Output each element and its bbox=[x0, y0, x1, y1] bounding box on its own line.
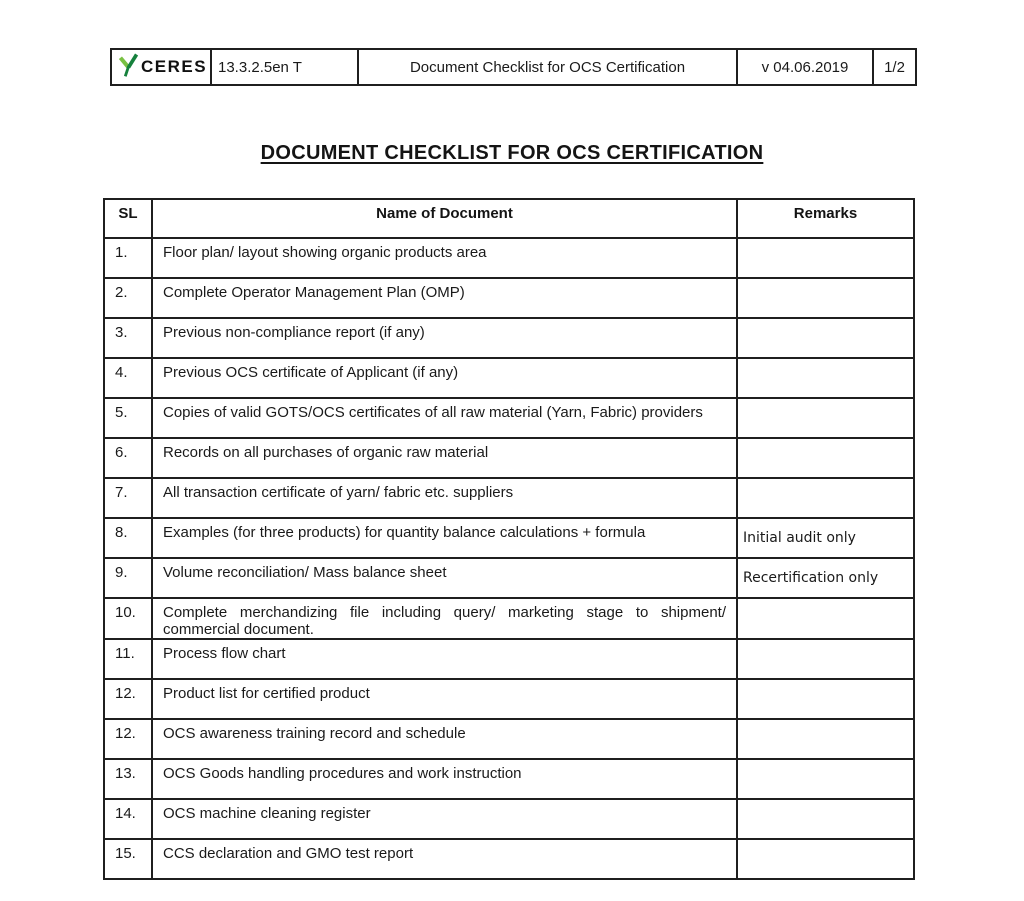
row-name: OCS Goods handling procedures and work instruction bbox=[152, 759, 737, 799]
table-row bbox=[104, 839, 914, 879]
row-sl: 8. bbox=[104, 518, 152, 558]
row-sl: 3. bbox=[104, 318, 152, 358]
row-sl: 1. bbox=[104, 238, 152, 278]
row-remarks: Recertification only bbox=[737, 558, 914, 598]
table-row bbox=[104, 238, 914, 278]
row-name: OCS awareness training record and schedule bbox=[152, 719, 737, 759]
row-name: OCS machine cleaning register bbox=[152, 799, 737, 839]
row-remarks bbox=[737, 358, 914, 398]
row-remarks bbox=[737, 719, 914, 759]
row-remarks bbox=[737, 799, 914, 839]
table-row bbox=[104, 478, 914, 518]
row-name: Complete merchandizing file including query/ marketing stage to shipment/ commercial document. bbox=[152, 598, 737, 639]
col-header-remarks: Remarks bbox=[737, 199, 914, 238]
row-remarks bbox=[737, 759, 914, 799]
table-row bbox=[104, 799, 914, 839]
doc-code-cell: 13.3.2.5en T bbox=[211, 49, 358, 85]
row-sl: 14. bbox=[104, 799, 152, 839]
row-name: Records on all purchases of organic raw material bbox=[152, 438, 737, 478]
doc-title-cell: Document Checklist for OCS Certification bbox=[358, 49, 737, 85]
ceres-brand-text: CERES bbox=[141, 57, 208, 76]
table-row bbox=[104, 598, 914, 639]
table-row bbox=[104, 278, 914, 318]
table-row bbox=[104, 438, 914, 478]
row-sl: 13. bbox=[104, 759, 152, 799]
version-cell: v 04.06.2019 bbox=[737, 49, 873, 85]
row-sl: 5. bbox=[104, 398, 152, 438]
row-name: CCS declaration and GMO test report bbox=[152, 839, 737, 879]
row-sl: 12. bbox=[104, 679, 152, 719]
table-row bbox=[104, 518, 914, 558]
row-sl: 15. bbox=[104, 839, 152, 879]
row-sl: 6. bbox=[104, 438, 152, 478]
row-sl: 9. bbox=[104, 558, 152, 598]
table-row bbox=[104, 358, 914, 398]
row-remarks bbox=[737, 238, 914, 278]
row-name: Product list for certified product bbox=[152, 679, 737, 719]
row-name: Examples (for three products) for quantity balance calculations + formula bbox=[152, 518, 737, 558]
row-name: Process flow chart bbox=[152, 639, 737, 679]
row-name: Previous OCS certificate of Applicant (if any) bbox=[152, 358, 737, 398]
page-number-cell: 1/2 bbox=[873, 49, 916, 85]
table-header-row bbox=[104, 199, 914, 238]
row-name: Previous non-compliance report (if any) bbox=[152, 318, 737, 358]
row-remarks bbox=[737, 839, 914, 879]
table-row bbox=[104, 759, 914, 799]
ceres-leaf-checkmark-icon bbox=[118, 52, 139, 82]
row-name: All transaction certificate of yarn/ fabric etc. suppliers bbox=[152, 478, 737, 518]
row-name: Floor plan/ layout showing organic products area bbox=[152, 238, 737, 278]
row-remarks bbox=[737, 278, 914, 318]
row-remarks: Initial audit only bbox=[737, 518, 914, 558]
row-sl: 7. bbox=[104, 478, 152, 518]
table-row bbox=[104, 679, 914, 719]
table-row bbox=[104, 639, 914, 679]
col-header-name: Name of Document bbox=[152, 199, 737, 238]
row-sl: 2. bbox=[104, 278, 152, 318]
table-row bbox=[104, 318, 914, 358]
row-remarks bbox=[737, 598, 914, 639]
row-name: Complete Operator Management Plan (OMP) bbox=[152, 278, 737, 318]
table-row bbox=[104, 719, 914, 759]
col-header-sl: SL bbox=[104, 199, 152, 238]
row-sl: 4. bbox=[104, 358, 152, 398]
row-name: Volume reconciliation/ Mass balance sheet bbox=[152, 558, 737, 598]
row-remarks bbox=[737, 398, 914, 438]
header-bar bbox=[110, 48, 917, 86]
row-remarks bbox=[737, 438, 914, 478]
checklist-table bbox=[103, 198, 915, 880]
row-sl: 10. bbox=[104, 598, 152, 639]
header-logo-cell bbox=[111, 49, 211, 85]
row-name: Copies of valid GOTS/OCS certificates of all raw material (Yarn, Fabric) providers bbox=[152, 398, 737, 438]
row-remarks bbox=[737, 679, 914, 719]
row-sl: 11. bbox=[104, 639, 152, 679]
row-remarks bbox=[737, 639, 914, 679]
row-remarks bbox=[737, 478, 914, 518]
row-sl: 12. bbox=[104, 719, 152, 759]
page-title: DOCUMENT CHECKLIST FOR OCS CERTIFICATION bbox=[260, 142, 764, 164]
row-remarks bbox=[737, 318, 914, 358]
table-row bbox=[104, 398, 914, 438]
table-row bbox=[104, 558, 914, 598]
